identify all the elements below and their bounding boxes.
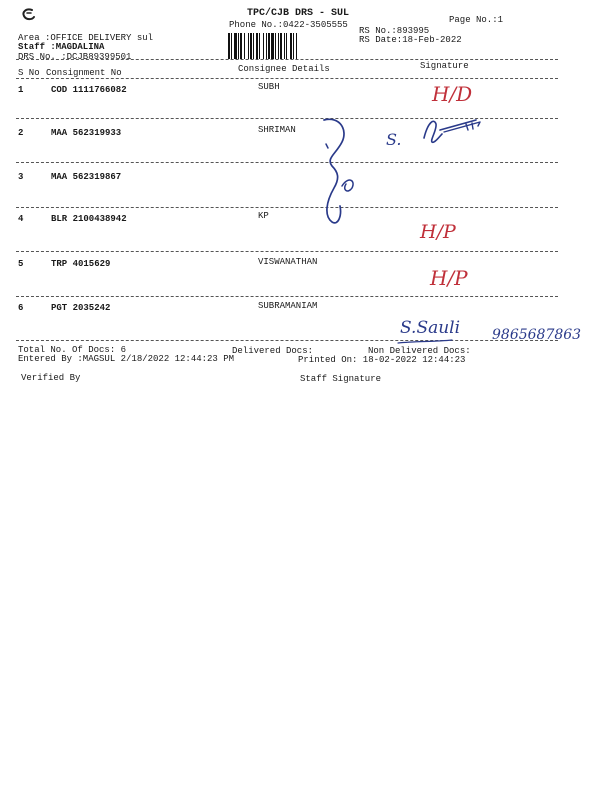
column-header-sno: S No	[18, 68, 40, 78]
row-separator	[16, 162, 558, 163]
row-sno: 3	[18, 172, 24, 182]
row-separator	[16, 251, 558, 252]
barcode-bar	[280, 33, 282, 59]
barcode-bar	[278, 33, 279, 59]
handwritten-name-row6: S.Sauli	[400, 318, 461, 338]
staff-signature: Staff Signature	[300, 374, 382, 384]
separator-line	[16, 78, 558, 79]
row-consignee: SUBH	[258, 82, 280, 92]
row-separator	[16, 296, 558, 297]
row-consignment: COD 1111766082	[51, 85, 127, 95]
barcode-bar	[250, 33, 252, 59]
barcode-bar	[290, 33, 292, 59]
row-consignment: PGT 2035242	[51, 303, 111, 313]
row-sno: 2	[18, 128, 24, 138]
barcode-bar	[234, 33, 237, 59]
barcode-bar	[286, 33, 287, 59]
row-sno: 1	[18, 85, 24, 95]
handwritten-hd-row1: H/D	[432, 82, 473, 106]
barcode-bar	[293, 33, 294, 59]
row-consignee: KP	[258, 211, 269, 221]
entered-by: Entered By :MAGSUL 2/18/2022 12:44:23 PM	[18, 354, 235, 364]
barcode-bar	[240, 33, 242, 59]
row-consignment: MAA 562319867	[51, 172, 122, 182]
row-separator	[16, 207, 558, 208]
handwritten-phone-number: 9865687863	[492, 327, 582, 343]
page-number: Page No.:1	[449, 15, 504, 25]
handwritten-hp-row4: H/P	[420, 221, 456, 243]
barcode-bar	[296, 33, 297, 59]
total-docs: Total No. Of Docs: 6	[18, 345, 127, 355]
rs-date: RS Date:18-Feb-2022	[359, 35, 462, 45]
separator-line	[16, 59, 558, 60]
column-header-signature: Signature	[420, 61, 469, 71]
column-header-consignment: Consignment No	[46, 68, 122, 78]
handwritten-initial-row2: S.	[386, 130, 402, 149]
barcode-bar	[228, 33, 230, 59]
row-consignment: TRP 4015629	[51, 259, 111, 269]
logo-icon	[18, 7, 40, 23]
barcode-bar	[256, 33, 258, 59]
phone-number: Phone No.:0422-3505555	[229, 20, 348, 30]
barcode-bar	[263, 33, 264, 59]
barcode-bar	[253, 33, 254, 59]
barcode-bar	[259, 33, 260, 59]
row-consignee: VISWANATHAN	[258, 257, 318, 267]
staff-label: Staff :MAGDALINA	[18, 42, 105, 52]
ink-stroke	[396, 338, 456, 346]
barcode-bar	[231, 33, 232, 59]
non-delivered-docs: Non Delivered Docs:	[368, 346, 471, 356]
barcode-bar	[266, 33, 267, 59]
verified-by: Verified By	[21, 373, 81, 383]
barcode-bar	[271, 33, 274, 59]
column-header-consignee: Consignee Details	[238, 64, 330, 74]
row-sno: 6	[18, 303, 24, 313]
row-separator	[16, 340, 558, 341]
row-consignment: BLR 2100438942	[51, 214, 127, 224]
rs-number: RS No.:893995	[359, 26, 430, 36]
row-consignee: SHRIMAN	[258, 125, 296, 135]
row-consignee: SUBRAMANIAM	[258, 301, 318, 311]
barcode-bar	[284, 33, 285, 59]
barcode-bar	[238, 33, 239, 59]
barcode-bar	[244, 33, 245, 59]
barcode-bar	[268, 33, 270, 59]
row-sno: 5	[18, 259, 24, 269]
barcode-bar	[248, 33, 249, 59]
delivered-docs: Delivered Docs:	[232, 346, 314, 356]
area-label: Area :OFFICE DELIVERY sul	[18, 33, 154, 43]
row-consignment: MAA 562319933	[51, 128, 122, 138]
printed-on: Printed On: 18-02-2022 12:44:23	[298, 355, 466, 365]
signature-scribble-row2	[410, 112, 490, 152]
document-title: TPC/CJB DRS - SUL	[247, 8, 350, 19]
drs-number: DRS No. :DCJB89399501	[18, 52, 132, 62]
barcode	[228, 33, 350, 59]
barcode-bar	[275, 33, 276, 59]
row-sno: 4	[18, 214, 24, 224]
handwritten-hp-row5: H/P	[430, 266, 468, 290]
bracket-scribble	[312, 116, 364, 228]
